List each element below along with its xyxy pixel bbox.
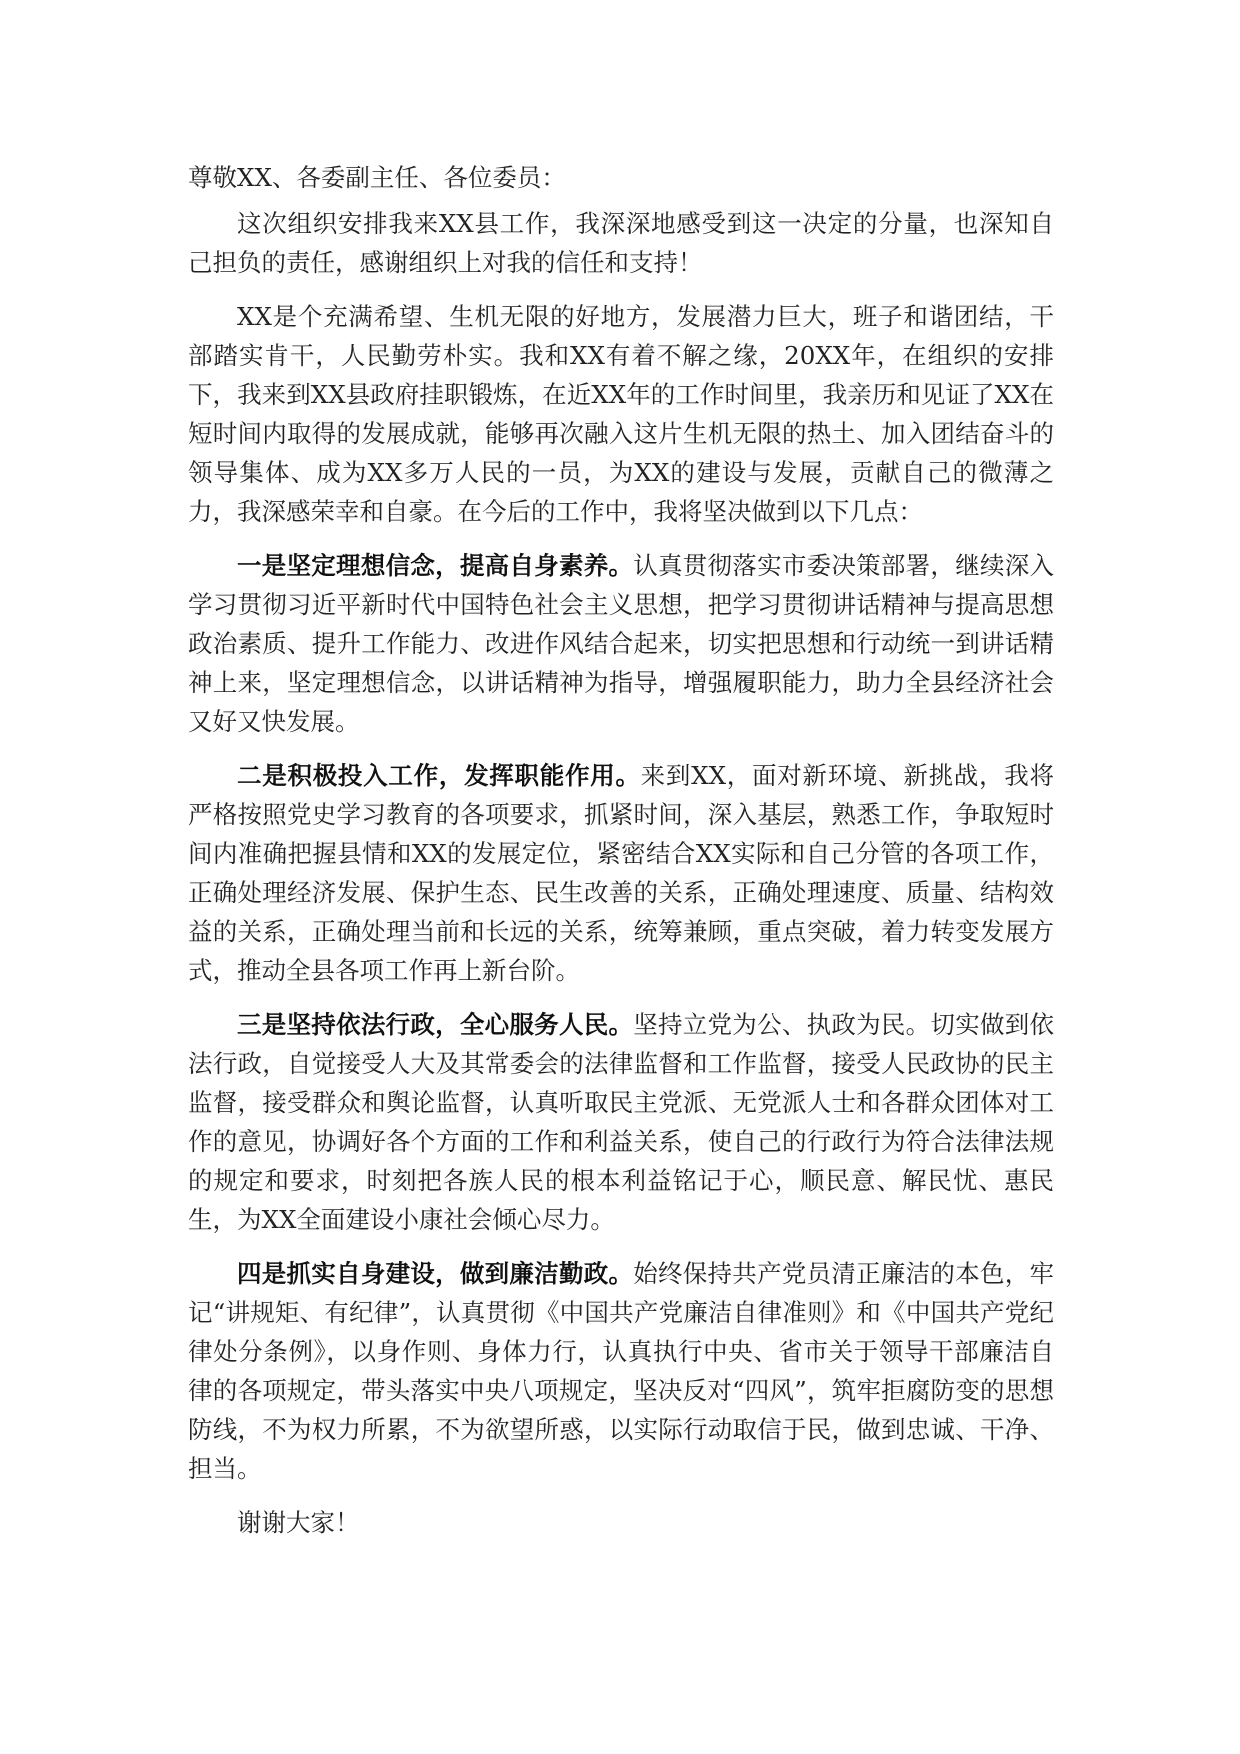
paragraph-point-two <box>188 756 1054 990</box>
paragraph-intro <box>188 204 1054 282</box>
paragraph-background <box>188 297 1054 531</box>
paragraph-text: 来到XX，面对新环境、新挑战，我将严格按照党史学习教育的各项要求，抓紧时间，深入基层，熟悉工作，争取短时间内准确把握县情和XX的发展定位，紧密结合XX实际和自己分管的各项工作，正确处理经济发展、保护生态、民生改善的关系，正确处理速度、质量、结构效益的关系，正确处理当前和长远的关系，统筹兼顾，重点突破，着力转变发展方式，推动全县各项工作再上新台阶。 <box>188 761 1054 985</box>
paragraph-text: 认真贯彻落实市委决策部署，继续深入学习贯彻习近平新时代中国特色社会主义思想，把学习贯彻讲话精神与提高思想政治素质、提升工作能力、改进作风结合起来，切实把思想和行动统一到讲话精神上来，坚定理想信念，以讲话精神为指导，增强履职能力，助力全县经济社会又好又快发展。 <box>188 551 1054 736</box>
closing-line: 谢谢大家！ <box>237 1508 360 1537</box>
paragraph-text: 坚持立党为公、执政为民。切实做到依法行政，自觉接受人大及其常委会的法律监督和工作监督，接受人民政协的民主监督，接受群众和舆论监督，认真听取民主党派、无党派人士和各群众团体对工作的意见，协调好各个方面的工作和利益关系，使自己的行政行为符合法律法规的规定和要求，时刻把各族人民的根本利益铭记于心，顺民意、解民忧、惠民生，为XX全面建设小康社会倾心尽力。 <box>188 1010 1054 1234</box>
point-heading: 四是抓实自身建设，做到廉洁勤政。 <box>237 1259 634 1288</box>
point-heading: 三是坚持依法行政，全心服务人民。 <box>237 1010 634 1039</box>
paragraph-text: 始终保持共产党员清正廉洁的本色，牢记“讲规矩、有纪律”，认真贯彻《中国共产党廉洁自律准则》和《中国共产党纪律处分条例》，以身作则、身体力行，认真执行中央、省市关于领导干部廉洁自律的各项规定，带头落实中央八项规定，坚决反对“四风”，筑牢拒腐防变的思想防线，不为权力所累，不为欲望所惑，以实际行动取信于民，做到忠诚、干净、担当。 <box>188 1259 1054 1483</box>
paragraph-point-one <box>188 546 1054 741</box>
point-heading: 二是积极投入工作，发挥职能作用。 <box>237 761 641 790</box>
paragraph-point-three <box>188 1005 1054 1239</box>
paragraph-text: 这次组织安排我来XX县工作，我深深地感受到这一决定的分量，也深知自己担负的责任，感谢组织上对我的信任和支持！ <box>188 209 1054 277</box>
document-page <box>188 158 1054 1542</box>
paragraph-text: XX是个充满希望、生机无限的好地方，发展潜力巨大，班子和谐团结，干部踏实肯干，人民勤劳朴实。我和XX有着不解之缘，20XX年，在组织的安排下，我来到XX县政府挂职锻炼，在近XX年的工作时间里，我亲历和见证了XX在短时间内取得的发展成就，能够再次融入这片生机无限的热土、加入团结奋斗的领导集体、成为XX多万人民的一员，为XX的建设与发展，贡献自己的微薄之力，我深感荣幸和自豪。在今后的工作中，我将坚决做到以下几点： <box>188 302 1054 526</box>
salutation: 尊敬XX、各委副主任、各位委员： <box>188 163 566 192</box>
point-heading: 一是坚定理想信念，提高自身素养。 <box>237 551 634 580</box>
paragraph-point-four <box>188 1254 1054 1488</box>
